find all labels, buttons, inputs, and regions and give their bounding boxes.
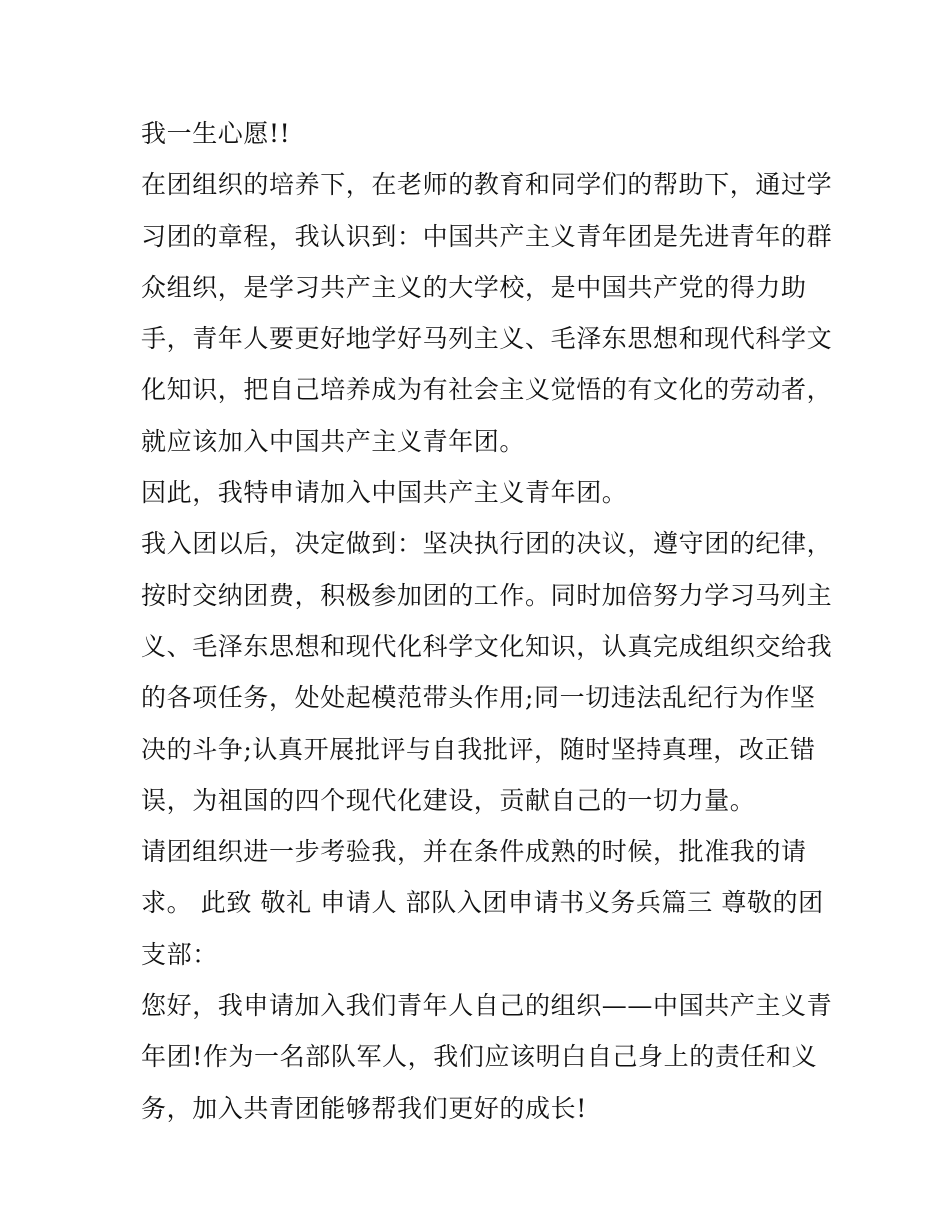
text-line: 务，加入共青团能够帮我们更好的成长! [141,1093,587,1123]
paragraph-heading-wish [141,108,821,159]
paragraph-greeting [141,980,833,1134]
text-line: 的各项任务，处处起模范带头作用;同一切违法乱纪行为作坚 [141,683,816,713]
paragraph-understanding [141,159,833,467]
text-line: 我入团以后，决定做到：坚决执行团的决议，遵守团的纪律， [141,529,833,559]
document-body [141,108,833,1134]
text-line: 就应该加入中国共产主义青年团。 [141,426,526,456]
text-line: 决的斗争;认真开展批评与自我批评，随时坚持真理，改正错 [141,734,816,764]
text-line: 误，为祖国的四个现代化建设，贡献自己的一切力量。 [141,785,756,815]
text-line: 我一生心愿!! [141,119,291,148]
text-line: 化知识，把自己培养成为有社会主义觉悟的有文化的劳动者， [141,375,833,405]
text-line: 请团组织进一步考验我，并在条件成熟的时候，批准我的请 [141,837,807,867]
text-line: 手，青年人要更好地学好马列主义、毛泽东思想和现代科学文 [141,324,833,354]
text-line: 义、毛泽东思想和现代化科学文化知识，认真完成组织交给我 [141,631,833,661]
text-line: 求。 此致 敬礼 申请人 部队入团申请书义务兵篇三 尊敬的团 [141,888,824,918]
paragraph-request-closing [141,826,824,980]
text-line: 年团!作为一名部队军人，我们应该明白自己身上的责任和义 [141,1042,818,1072]
paragraph-commitments [141,518,833,826]
paragraph-application [141,467,821,518]
text-line: 习团的章程，我认识到：中国共产主义青年团是先进青年的群 [141,221,833,251]
text-line: 众组织，是学习共产主义的大学校，是中国共产党的得力助 [141,272,807,302]
text-line: 因此，我特申请加入中国共产主义青年团。 [141,478,628,508]
text-line: 按时交纳团费，积极参加团的工作。同时加倍努力学习马列主 [141,580,833,610]
text-line: 在团组织的培养下，在老师的教育和同学们的帮助下，通过学 [141,170,833,200]
text-line: 您好，我申请加入我们青年人自己的组织——中国共产主义青 [141,991,833,1021]
text-line: 支部： [141,939,218,969]
